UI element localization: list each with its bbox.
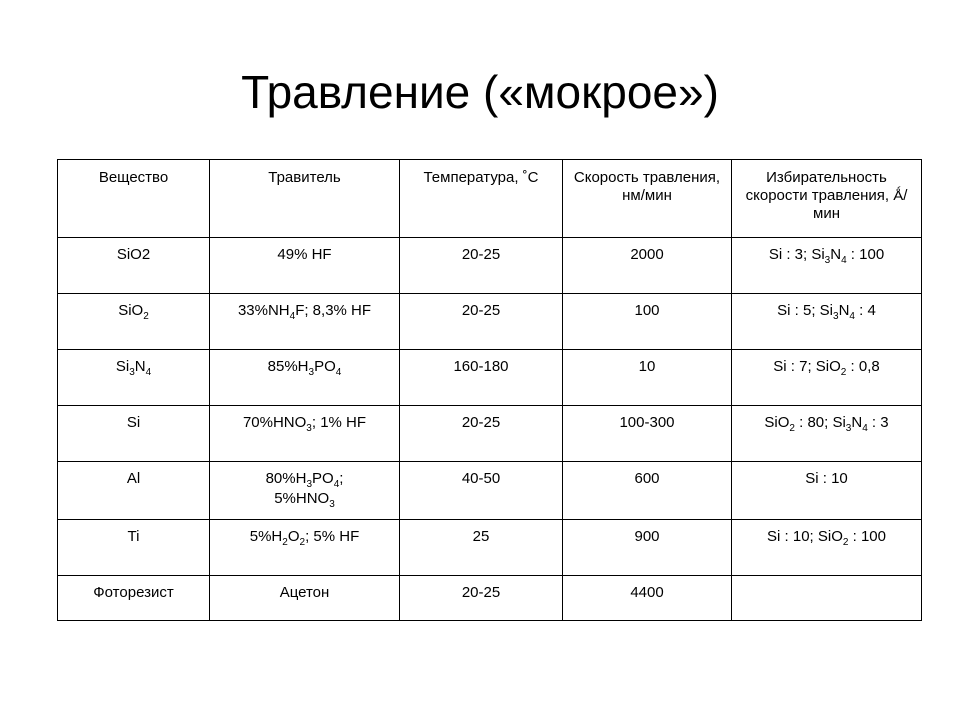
cell-temperature: 20-25 xyxy=(400,406,563,462)
table-row xyxy=(58,520,922,576)
cell-substance: Al xyxy=(58,462,210,520)
cell-temperature: 40-50 xyxy=(400,462,563,520)
header-etch-rate: Скорость травления, нм/мин xyxy=(563,160,732,238)
cell-temperature: 20-25 xyxy=(400,238,563,294)
cell-rate: 100-300 xyxy=(563,406,732,462)
slide-title: Травление («мокрое») xyxy=(241,66,719,118)
header-etchant: Травитель xyxy=(210,160,400,238)
cell-etchant: $5\%H_2O_2$; 5% HF xyxy=(210,520,400,576)
cell-rate: 10 xyxy=(563,350,732,406)
cell-temperature: 160-180 xyxy=(400,350,563,406)
cell-selectivity: Si : 5; $Si_3N_4$ : 4 xyxy=(732,294,922,350)
header-substance: Вещество xyxy=(58,160,210,238)
cell-etchant: Ацетон xyxy=(210,576,400,621)
cell-rate: 2000 xyxy=(563,238,732,294)
header-temperature: Температура, ˚С xyxy=(400,160,563,238)
cell-rate: 900 xyxy=(563,520,732,576)
cell-temperature: 20-25 xyxy=(400,294,563,350)
etching-table xyxy=(57,159,922,621)
cell-substance: Ti xyxy=(58,520,210,576)
table-header-row xyxy=(58,160,922,238)
cell-rate: 600 xyxy=(563,462,732,520)
cell-rate: 100 xyxy=(563,294,732,350)
cell-selectivity xyxy=(732,576,922,621)
cell-substance: Si xyxy=(58,406,210,462)
table-row xyxy=(58,294,922,350)
cell-substance: Фоторезист xyxy=(58,576,210,621)
table-row xyxy=(58,576,922,621)
cell-etchant: 49% HF xyxy=(210,238,400,294)
cell-temperature: 20-25 xyxy=(400,576,563,621)
cell-etchant: $85\%H_3PO_4$ xyxy=(210,350,400,406)
table-row xyxy=(58,406,922,462)
cell-substance: SiO2 xyxy=(58,238,210,294)
cell-substance: $Si_3N_4$ xyxy=(58,350,210,406)
table-row xyxy=(58,462,922,520)
cell-etchant: $33\%NH_4F$; 8,3% HF xyxy=(210,294,400,350)
cell-temperature: 25 xyxy=(400,520,563,576)
cell-selectivity: SiO$_2$ : 80; $Si_3N_4$ : 3 xyxy=(732,406,922,462)
cell-etchant: $70\%HNO_3$; 1% HF xyxy=(210,406,400,462)
table-row xyxy=(58,350,922,406)
header-selectivity: Избирательность скорости травления, Ǻ/мин xyxy=(732,160,922,238)
cell-selectivity: Si : 7; SiO$_2$ : 0,8 xyxy=(732,350,922,406)
table-row xyxy=(58,238,922,294)
cell-etchant: $80\%H_3PO_4$; $5\%HNO_3$ xyxy=(210,462,400,520)
cell-selectivity: Si : 3; $Si_3N_4$ : 100 xyxy=(732,238,922,294)
cell-selectivity: Si : 10; SiO$_2$ : 100 xyxy=(732,520,922,576)
cell-selectivity: Si : 10 xyxy=(732,462,922,520)
cell-rate: 4400 xyxy=(563,576,732,621)
cell-substance: SiO$_2$ xyxy=(58,294,210,350)
